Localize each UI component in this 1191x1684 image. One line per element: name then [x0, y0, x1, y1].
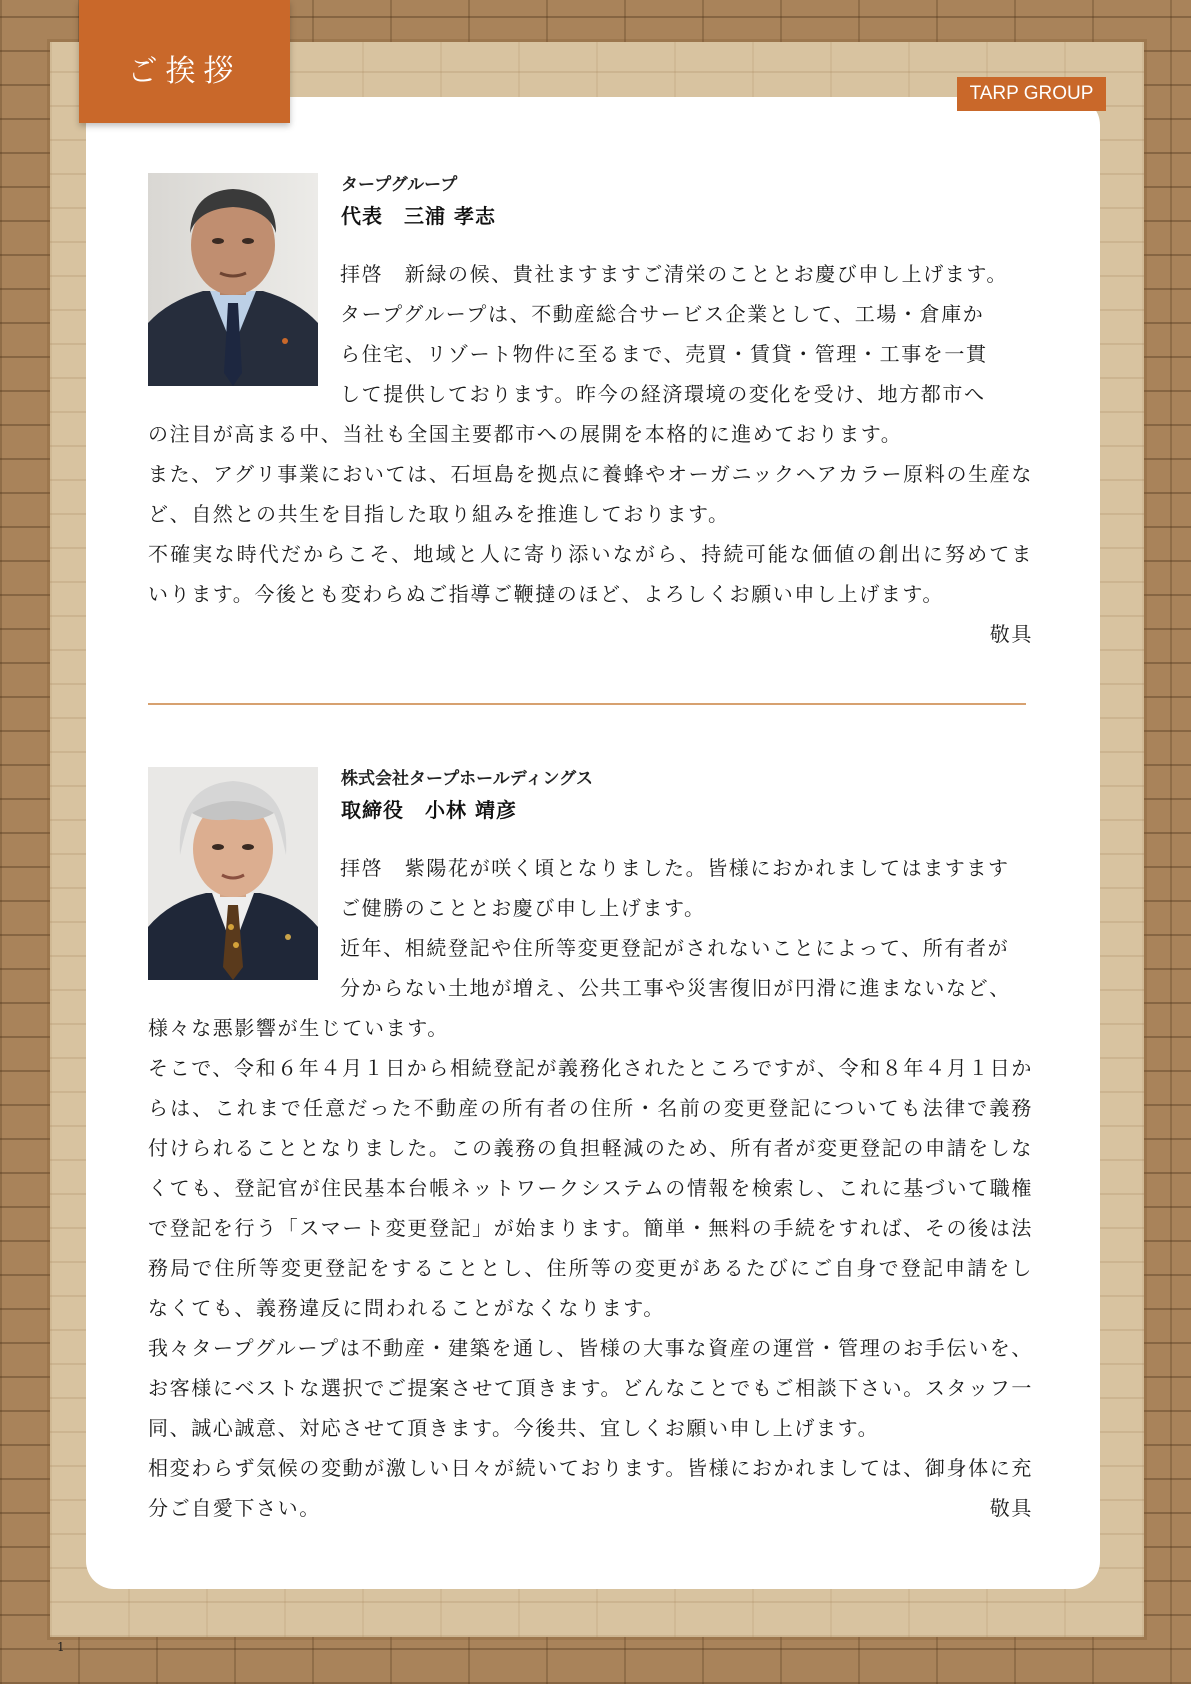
greeting2-intro-line: 近年、相続登記や住所等変更登記がされないことによって、所有者が [340, 936, 1010, 960]
greeting1-intro-line: 拝啓 新緑の候、貴社ますますご清栄のこととお慶び申し上げます。 [340, 262, 1008, 286]
greeting1-closing: 敬具 [989, 622, 1033, 646]
greeting2-closing: 敬具 [989, 1496, 1033, 1520]
greeting2-paragraph: そこで、令和６年４月１日から相続登記が義務化されたところですが、令和８年４月１日からは、これまで任意だった不動産の所有者の住所・名前の変更登記についても法律で義務付けられることとなりました。この義務の負担軽減のため、所有者が変更登記の申請をしなくても、登記官が住民基本台帳ネットワークシステムの情報を検索し、これに基づいて職権で登記を行う「スマート変更登記」が始まります。簡単・無料の手続をすれば、その後は法務局で住所等変更登記をすることとし、住所等の変更があるたびにご自身で登記申請をしなくても、義務違反に問われることがなくなります。 [148, 1056, 1033, 1320]
greeting1-paragraph: 不確実な時代だからこそ、地域と人に寄り添いながら、持続可能な価値の創出に努めてまいります。今後とも変わらぬご指導ご鞭撻のほど、よろしくお願い申し上げます。 [148, 542, 1033, 606]
greeting1-intro-line: タープグループは、不動産総合サービス企業として、工場・倉庫か [340, 302, 985, 326]
greeting1-paragraph: また、アグリ事業においては、石垣島を拠点に養蜂やオーガニックヘアカラー原料の生産など、自然との共生を目指した取り組みを推進しております。 [148, 462, 1033, 526]
greeting2-paragraph: 様々な悪影響が生じています。 [148, 1016, 449, 1040]
greeting-body-1 [148, 254, 1033, 654]
greeting2-intro-line: 拝啓 紫陽花が咲く頃となりました。皆様におかれましてはますます [340, 856, 1010, 880]
greeting2-intro-line: ご健勝のこととお慶び申し上げます。 [340, 896, 706, 920]
greeting1-intro-line: ら住宅、リゾート物件に至るまで、売買・賃貸・管理・工事を一貫 [340, 342, 988, 366]
greeting1-intro-line: して提供しております。昨今の経済環境の変化を受け、地方都市へ [340, 382, 986, 406]
page-number: 1 [57, 1640, 65, 1654]
director-title-name: 取締役 小林 靖彦 [341, 798, 517, 822]
section-divider [148, 703, 1026, 705]
brand-badge: TARP GROUP [957, 77, 1106, 111]
representative-title-name: 代表 三浦 孝志 [341, 204, 496, 228]
greeting2-intro-line: 分からない土地が増え、公共工事や災害復旧が円滑に進まないなど、 [340, 976, 1011, 1000]
greeting2-paragraph: 我々タープグループは不動産・建築を通し、皆様の大事な資産の運営・管理のお手伝いを、お客様にベストな選択でご提案させて頂きます。どんなことでもご相談下さい。スタッフ一同、誠心誠意、対応させて頂きます。今後共、宜しくお願い申し上げます。 [148, 1336, 1033, 1440]
greeting-body-2 [148, 848, 1033, 1528]
organization-name-2: 株式会社タープホールディングス [341, 769, 593, 789]
organization-name-1: タープグループ [341, 175, 458, 195]
greeting1-paragraph: の注目が高まる中、当社も全国主要都市への展開を本格的に進めております。 [148, 422, 903, 446]
section-title: ご挨拶 [79, 0, 290, 123]
greeting2-paragraph: 相変わらず気候の変動が激しい日々が続いております。皆様におかれましては、御身体に充分ご自愛下さい。 [148, 1456, 1033, 1520]
